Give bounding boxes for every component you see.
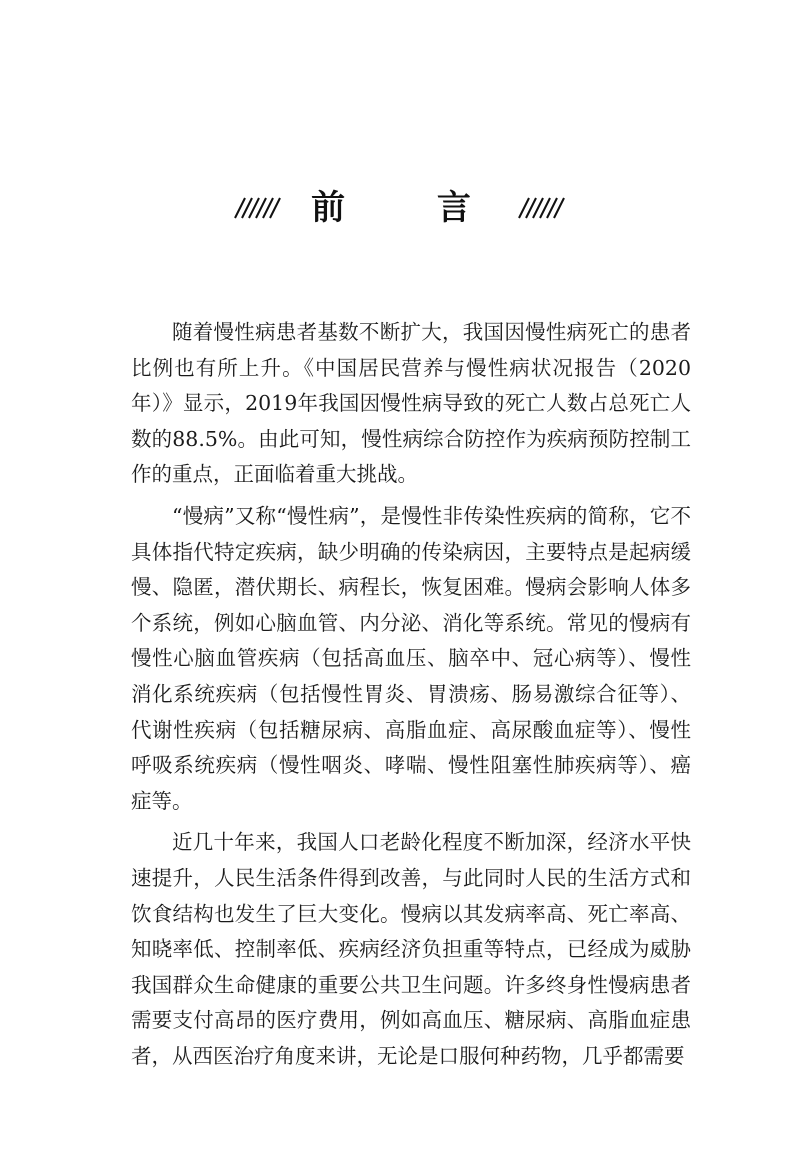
paragraph-1: 随着慢性病患者基数不断扩大，我国因慢性病死亡的患者比例也有所上升。《中国居民营养与慢性病状况报告（2020年）》显示，2019年我国因慢性病导致的死亡人数占总死亡人数的88.5%。由此可知，慢性病综合防控作为疾病预防控制工作的重点，正面临着重大挑战。 — [131, 320, 691, 487]
paragraph-3: 近几十年来，我国人口老龄化程度不断加深，经济水平快速提升，人民生活条件得到改善，与此同时人民的生活方式和饮食结构也发生了巨大变化。慢病以其发病率高、死亡率高、知晓率低、控制率低、疾病经济负担重等特点，已经成为威胁我国群众生命健康的重要公共卫生问题。许多终身性慢病患者需要支付高昂的医疗费用，例如高血压、糖尿病、高脂血症患者，从西医治疗角度来讲，无论是口服何种药物，几乎都需要 — [131, 830, 691, 1068]
left-hatch-ornament — [233, 197, 283, 219]
preface-heading — [0, 183, 800, 233]
paragraph-2: “慢病”又称“慢性病”，是慢性非传染性疾病的简称，它不具体指代特定疾病，缺少明确的传染病因，主要特点是起病缓慢、隐匿，潜伏期长、病程长，恢复困难。慢病会影响人体多个系统，例如心脑血管、内分泌、消化等系统。常见的慢病有慢性心脑血管疾病（包括高血压、脑卒中、冠心病等）、慢性消化系统疾病（包括慢性胃炎、胃溃疡、肠易激综合征等）、代谢性疾病（包括糖尿病、高脂血症、高尿酸血症等）、慢性呼吸系统疾病（慢性咽炎、哮喘、慢性阻塞性肺疾病等）、癌症等。 — [131, 503, 691, 813]
preface-body — [131, 315, 691, 1080]
right-hatch-ornament — [517, 197, 567, 219]
page-title: 前 言 — [311, 188, 511, 228]
